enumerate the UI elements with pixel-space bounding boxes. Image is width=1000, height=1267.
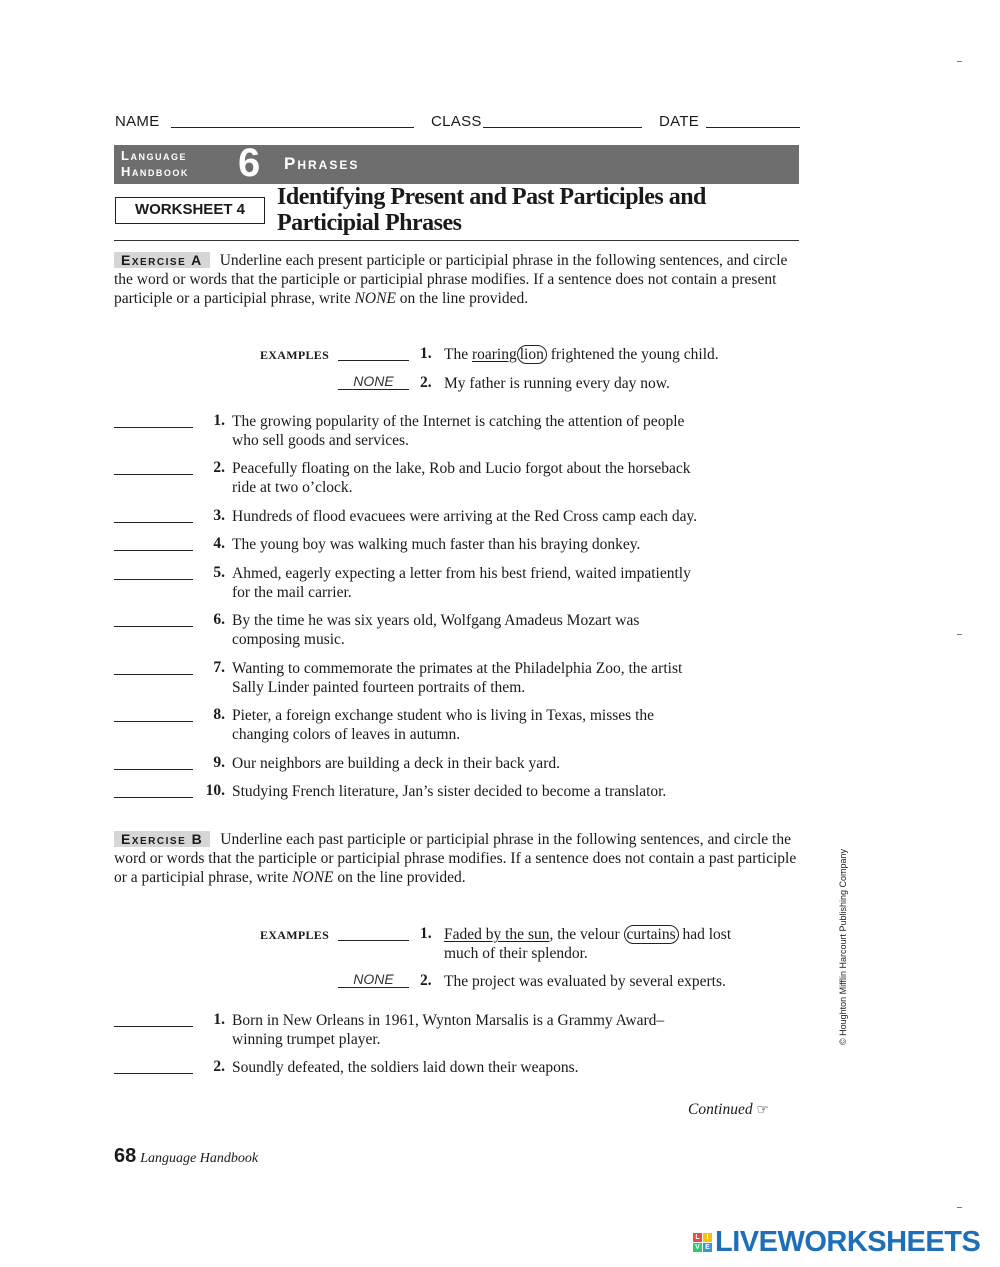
line: The growing popularity of the Internet is catching the attention of people [232,413,685,430]
answer-line[interactable] [114,579,193,580]
item-number: 8. [213,706,225,723]
circled-word: curtains [624,925,679,944]
none-word: NONE [354,290,396,307]
handbook-label [121,148,189,180]
answer-line[interactable] [114,550,193,551]
example-sentence: My father is running every day now. [444,375,670,392]
instructions-end: on the line provided. [333,869,466,886]
item-number: 2. [213,1058,225,1075]
example-sentence [444,925,799,963]
item-sentence [232,535,802,554]
line: ride at two o’clock. [232,479,353,496]
line: Studying French literature, Jan’s sister decided to become a translator. [232,783,667,800]
answer-line[interactable] [114,674,193,675]
example-number: 1. [420,345,432,362]
example-sentence: The project was evaluated by several experts. [444,973,726,990]
example-answer-line [338,389,409,390]
item-sentence [232,412,802,450]
logo-letter: L [693,1233,702,1242]
example-answer: NONE [353,971,394,987]
item-number: 6. [213,611,225,628]
example-number: 2. [420,374,432,391]
handbook-line1: Language [121,148,187,163]
item-sentence [232,659,802,697]
item-sentence [232,459,802,497]
line: winning trumpet player. [232,1031,381,1048]
answer-line[interactable] [114,769,193,770]
date-label: DATE [659,113,700,130]
margin-tick [957,634,962,635]
line: composing music. [232,631,345,648]
exercise-a-tag: Exercise A [114,252,210,268]
line: changing colors of leaves in autumn. [232,726,461,743]
liveworksheets-logo[interactable] [693,1226,980,1259]
liveworksheets-wordmark: LIVEWORKSHEETS [715,1226,981,1258]
item-number: 5. [213,564,225,581]
name-label: NAME [115,113,160,130]
line: much of their splendor. [444,945,588,962]
liveworksheets-icon [693,1233,712,1252]
underlined-participle: roaring [471,346,517,363]
example-number: 2. [420,972,432,989]
line: Hundreds of flood evacuees were arriving at the Red Cross camp each day. [232,508,698,525]
line: Sally Linder painted fourteen portraits of them. [232,679,526,696]
answer-line[interactable] [114,522,193,523]
example-answer: NONE [353,373,394,389]
worksheet-label: WORKSHEET 4 [115,197,265,224]
answer-line[interactable] [114,721,193,722]
item-number: 4. [213,535,225,552]
class-field[interactable] [483,127,642,128]
item-number: 3. [213,507,225,524]
example-answer-line [338,940,409,941]
name-field[interactable] [171,127,414,128]
line: Pieter, a foreign exchange student who is living in Texas, misses the [232,707,655,724]
instructions-text: Underline each past participle or participial phrase in the following sentences, and circle the word or words that the participle or participial phrase modifies. If a sentence does not contain a past participle or a participial phrase, write [114,831,797,886]
answer-line[interactable] [114,626,193,627]
item-number: 1. [213,412,225,429]
example-answer-line [338,360,409,361]
text: The [444,346,472,363]
item-number: 10. [205,782,225,799]
date-field[interactable] [706,127,800,128]
page-footer [114,1145,258,1168]
example-sentence [444,345,799,364]
item-sentence [232,1011,802,1049]
page-number: 68 [114,1145,137,1167]
text: had lost [678,926,732,943]
item-number: 9. [213,754,225,771]
line: Our neighbors are building a deck in their back yard. [232,755,560,772]
pointing-hand-icon: ☞ [756,1102,770,1118]
item-sentence [232,611,802,649]
line: Ahmed, eagerly expecting a letter from his best friend, waited impatiently [232,565,691,582]
text: frightened the young child. [546,346,719,363]
item-sentence [232,706,802,744]
chapter-number: 6 [238,141,261,185]
item-sentence [232,564,802,602]
example-answer-line [338,987,409,988]
answer-line[interactable] [114,427,193,428]
line: By the time he was six years old, Wolfgang Amadeus Mozart was [232,612,640,629]
line: for the mail carrier. [232,584,352,601]
exercise-a-instructions [114,251,799,308]
line: who sell goods and services. [232,432,409,449]
instructions-end: on the line provided. [395,290,529,307]
margin-tick [957,1207,962,1208]
item-sentence [232,1058,802,1077]
worksheet-title [277,184,706,236]
examples-label: EXAMPLES [260,348,330,362]
line: Peacefully floating on the lake, Rob and Lucio forgot about the horseback [232,460,691,477]
item-number: 7. [213,659,225,676]
circled-word: lion [517,345,547,364]
chapter-title: Phrases [284,154,360,173]
title-line2: Participial Phrases [277,210,462,236]
item-sentence [232,507,802,526]
line: The young boy was walking much faster than his braying donkey. [232,536,641,553]
answer-line[interactable] [114,797,193,798]
examples-label: EXAMPLES [260,928,330,942]
handbook-line2: Handbook [121,164,189,179]
margin-tick [957,61,962,62]
text: , the velour [549,926,624,943]
underlined-participle: Faded by the sun [444,926,550,943]
answer-line[interactable] [114,1073,193,1074]
logo-letter: V [693,1243,702,1252]
title-divider [114,240,799,241]
example-number: 1. [420,925,432,942]
item-number: 1. [213,1011,225,1028]
title-line1: Identifying Present and Past Participles and [277,184,706,210]
item-sentence [232,782,802,801]
item-number: 2. [213,459,225,476]
answer-line[interactable] [114,1026,193,1027]
continued-text: Continued [688,1101,753,1118]
exercise-b-instructions [114,830,799,887]
class-label: CLASS [431,113,482,130]
copyright-notice: © Houghton Mifflin Harcourt Publishing Company [838,848,848,1045]
chapter-banner [114,141,799,185]
instructions-text: Underline each present participle or participial phrase in the following sentences, and circle the word or words that the participle or participial phrase modifies. If a sentence does not contain a present participle or a participial phrase, write [114,252,788,307]
answer-line[interactable] [114,474,193,475]
line: Soundly defeated, the soldiers laid down their weapons. [232,1059,579,1076]
logo-letter: I [703,1233,712,1242]
footer-book-title: Language Handbook [140,1151,259,1166]
exercise-b-tag: Exercise B [114,831,210,847]
none-word: NONE [292,869,334,886]
continued-note [688,1101,769,1119]
line: Wanting to commemorate the primates at the Philadelphia Zoo, the artist [232,660,683,677]
logo-letter: E [703,1243,712,1252]
line: Born in New Orleans in 1961, Wynton Marsalis is a Grammy Award– [232,1012,665,1029]
item-sentence [232,754,802,773]
